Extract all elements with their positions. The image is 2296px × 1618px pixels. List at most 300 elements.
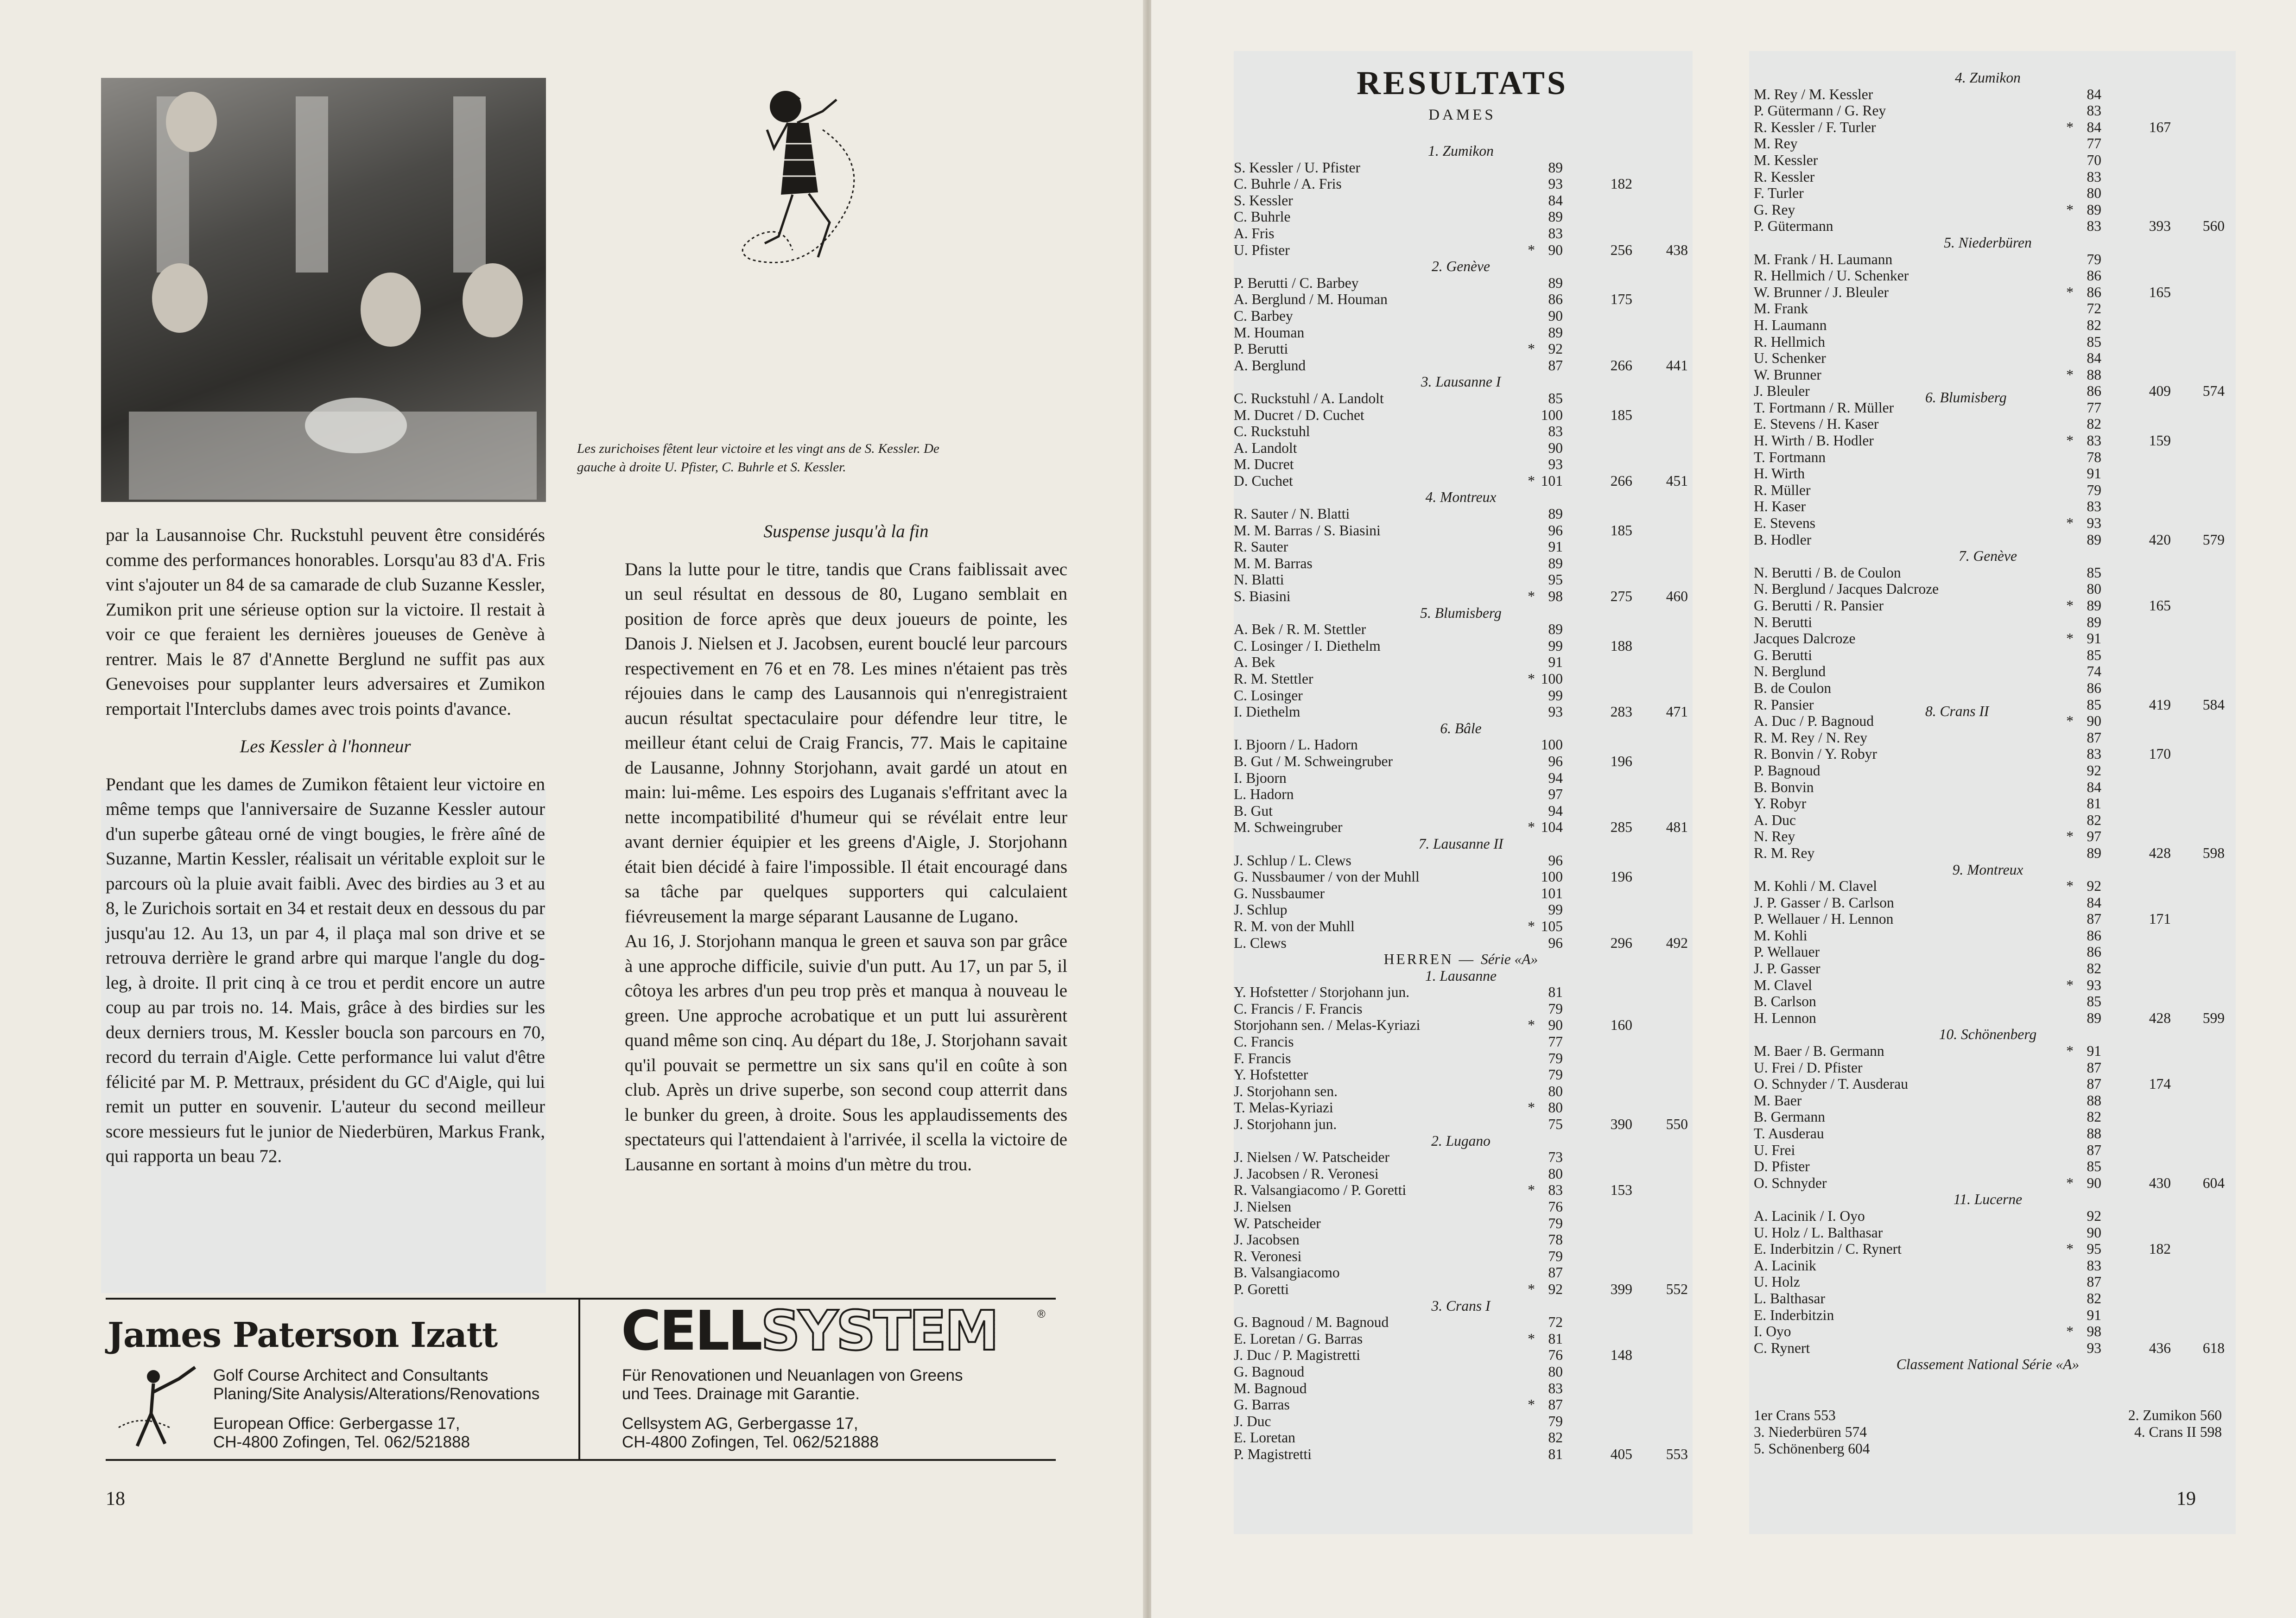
left-page	[0, 0, 1145, 1618]
player-name: E. Loretan / G. Barras	[1234, 1330, 1363, 1347]
player-name: G. Berutti	[1754, 647, 1812, 663]
player-name: J. Storjohann sen.	[1234, 1083, 1338, 1099]
player-name: C. Losinger	[1234, 687, 1303, 704]
best-score-marker: *	[1528, 918, 1535, 934]
score: 89	[1548, 506, 1563, 522]
score: 93	[2087, 1339, 2101, 1356]
team-heading: 4. Zumikon	[1955, 70, 2021, 86]
cellsystem-logo: CELLSYSTEM	[621, 1299, 997, 1363]
player-name: E. Stevens	[1754, 515, 1815, 532]
player-name: J. Duc	[1234, 1413, 1271, 1429]
player-name: J. Jacobsen / R. Veronesi	[1234, 1165, 1379, 1182]
result-row	[1234, 1429, 1688, 1446]
subtotal: 160	[1610, 1017, 1632, 1034]
score: 80	[1548, 1363, 1563, 1380]
player-name: R. M. Stettler	[1234, 671, 1313, 687]
player-name: U. Holz	[1754, 1274, 1800, 1290]
result-row	[1234, 1099, 1688, 1116]
player-name: W. Brunner	[1754, 366, 1821, 383]
score: 83	[2087, 168, 2101, 185]
player-name: A. Lacinik / I. Oyo	[1754, 1207, 1865, 1224]
ad-text-line: Golf Course Architect and Consultants	[213, 1366, 488, 1384]
subtotal: 159	[2149, 432, 2171, 449]
score: 83	[1548, 1380, 1563, 1396]
player-name: R. Kessler	[1754, 168, 1815, 185]
player-name: N. Berutti	[1754, 614, 1812, 630]
score: 79	[1548, 1248, 1563, 1264]
score: 89	[2087, 531, 2101, 548]
result-row	[1234, 1248, 1688, 1265]
score: 93	[2087, 515, 2101, 532]
result-row	[1754, 614, 2222, 631]
player-name: P. Wellauer / H. Lennon	[1754, 911, 1894, 927]
result-row	[1754, 878, 2222, 895]
score: 105	[1541, 918, 1563, 934]
score: 90	[1548, 1017, 1563, 1034]
result-row	[1754, 102, 2222, 119]
ad-rule	[106, 1459, 1056, 1461]
result-row	[1754, 597, 2222, 614]
player-name: P. Gütermann / G. Rey	[1754, 102, 1886, 119]
score: 87	[1548, 357, 1563, 374]
result-row	[1234, 1066, 1688, 1083]
subtotal: 420	[2149, 531, 2171, 548]
results-title: RESULTATS	[1357, 64, 1568, 102]
best-score-marker: *	[2066, 1174, 2074, 1191]
player-name: S. Biasini	[1234, 588, 1291, 605]
result-row	[1234, 1017, 1688, 1034]
result-row	[1234, 687, 1688, 704]
result-row	[1754, 993, 2222, 1010]
player-name: P. Goretti	[1234, 1281, 1289, 1297]
paragraph: Au 16, J. Storjohann manqua le green et sauva son par grâce à une approche difficile, suivie d'un putt. Au 17, un par 5, il côtoya les arbres d'un peu trop près et manqua à nouveau le green. Une approche acrobatique et un putt lui assurèrent quand même son cinq. Au départ du 18e, J. Storjohann savait qu'il pouvait se permettre un six sans qu'il en coûte à son club. Après un drive superbe, son second coup atterrit dans le bunker du green, à droite. Sous les applaudissements des spectateurs qui l'attendaient à l'arrivée, il scella la victoire de Lausanne en sortant à moins d'un mètre du trou.	[625, 931, 1067, 1174]
team-heading: 5. Blumisberg	[1420, 604, 1502, 621]
player-name: J. Storjohann jun.	[1234, 1116, 1337, 1133]
result-row	[1234, 819, 1688, 836]
score: 89	[1548, 324, 1563, 341]
result-row	[1754, 1060, 2222, 1076]
player-name: M. Baer / B. Germann	[1754, 1043, 1884, 1060]
result-row	[1754, 581, 2222, 597]
player-name: B. Gut / M. Schweingruber	[1234, 753, 1393, 769]
result-row	[1754, 1174, 2225, 1192]
player-name: I. Bjoorn / L. Hadorn	[1234, 736, 1358, 753]
score: 77	[2087, 399, 2101, 416]
best-score-marker: *	[2066, 1241, 2074, 1257]
player-name: C. Ruckstuhl	[1234, 423, 1310, 440]
player-name: I. Diethelm	[1234, 704, 1300, 720]
flapper-dancer-illustration	[723, 74, 890, 306]
best-score-marker: *	[1528, 671, 1535, 687]
score: 84	[2087, 350, 2101, 367]
player-name: R. Veronesi	[1234, 1248, 1302, 1264]
registered-mark: ®	[1037, 1308, 1046, 1320]
score: 87	[2087, 1059, 2101, 1076]
team-total: 552	[1666, 1281, 1688, 1297]
ranking-entry: 1er Crans 553	[1754, 1407, 1836, 1423]
best-score-marker: *	[2066, 630, 2074, 647]
player-name: U. Holz / L. Balthasar	[1754, 1224, 1883, 1241]
result-row	[1754, 284, 2222, 301]
result-row	[1234, 901, 1688, 918]
result-row	[1234, 1149, 1688, 1166]
score: 78	[2087, 449, 2101, 465]
team-total: 481	[1666, 819, 1688, 836]
ad-text-line: European Office: Gerbergasse 17,	[213, 1415, 460, 1433]
best-score-marker: *	[1528, 1099, 1535, 1116]
result-row	[1754, 334, 2222, 350]
result-row	[1754, 1109, 2222, 1125]
result-row	[1234, 456, 1688, 473]
result-row	[1754, 1274, 2222, 1290]
result-row	[1754, 498, 2222, 515]
result-row	[1754, 400, 2222, 416]
score: 81	[2087, 795, 2101, 812]
team-heading: 1. Lausanne	[1425, 967, 1497, 984]
result-row	[1754, 1290, 2222, 1307]
player-name: C. Losinger / I. Diethelm	[1234, 637, 1381, 654]
score: 100	[1541, 869, 1563, 885]
score: 100	[1541, 406, 1563, 423]
player-name: R. Kessler / F. Turler	[1754, 119, 1876, 135]
score: 75	[1548, 1116, 1563, 1133]
player-name: M. M. Barras / S. Biasini	[1234, 522, 1381, 539]
player-name: U. Frei / D. Pfister	[1754, 1059, 1863, 1076]
score: 91	[2087, 630, 2101, 647]
best-score-marker: *	[2066, 515, 2074, 532]
result-row	[1234, 308, 1688, 324]
score: 93	[1548, 456, 1563, 473]
subtotal: 153	[1610, 1182, 1632, 1199]
result-row	[1754, 1339, 2225, 1357]
team-total: 460	[1666, 588, 1688, 605]
subtotal: 182	[2149, 1241, 2171, 1257]
player-name: J. Schlup / L. Clews	[1234, 852, 1351, 869]
score: 86	[2087, 267, 2101, 284]
player-name: A. Landolt	[1234, 439, 1297, 456]
score: 97	[2087, 828, 2101, 845]
best-score-marker: *	[1528, 588, 1535, 605]
player-name: I. Bjoorn	[1234, 769, 1287, 786]
player-name: R. Pansier	[1754, 696, 1814, 713]
player-name: M. Ducret / D. Cuchet	[1234, 406, 1364, 423]
score: 77	[2087, 135, 2101, 152]
score: 80	[1548, 1099, 1563, 1116]
player-name: N. Berglund	[1754, 663, 1826, 680]
player-name: F. Francis	[1234, 1050, 1291, 1066]
player-name: C. Buhrle / A. Fris	[1234, 176, 1342, 192]
player-name: J. Duc / P. Magistretti	[1234, 1347, 1360, 1364]
result-row	[1754, 1142, 2222, 1159]
team-heading: 10. Schönenberg	[1939, 1026, 2037, 1043]
player-name: C. Rynert	[1754, 1339, 1810, 1356]
score: 81	[1548, 984, 1563, 1001]
player-name: M. Baer	[1754, 1092, 1802, 1109]
score: 78	[1548, 1231, 1563, 1248]
result-row	[1234, 324, 1688, 341]
subtotal: 266	[1610, 357, 1632, 374]
result-row	[1234, 1083, 1688, 1100]
subtotal: 430	[2149, 1174, 2171, 1191]
player-name: G. Rey	[1754, 201, 1795, 218]
player-name: J. P. Gasser	[1754, 960, 1820, 977]
score: 100	[1541, 671, 1563, 687]
score: 82	[2087, 1109, 2101, 1125]
player-name: I. Oyo	[1754, 1323, 1791, 1340]
score: 93	[2087, 977, 2101, 993]
score: 83	[1548, 225, 1563, 241]
subtotal: 275	[1610, 588, 1632, 605]
final-ranking	[1754, 1407, 2222, 1458]
result-row	[1234, 1396, 1688, 1413]
player-name: H. Laumann	[1754, 317, 1827, 333]
subheading: Les Kessler à l'honneur	[240, 736, 411, 756]
result-row	[1234, 1050, 1688, 1067]
player-name: L. Balthasar	[1754, 1290, 1825, 1307]
subtotal: 167	[2149, 119, 2171, 135]
score: 85	[1548, 390, 1563, 406]
ranking-entry: 5. Schönenberg 604	[1754, 1440, 1870, 1457]
result-row	[1754, 944, 2222, 960]
result-row	[1234, 1116, 1688, 1133]
result-row	[1754, 1076, 2222, 1092]
result-row	[1754, 185, 2222, 202]
subtotal: 185	[1610, 406, 1632, 423]
score: 92	[1548, 341, 1563, 357]
player-name: B. Hodler	[1754, 531, 1812, 548]
player-name: E. Inderbitzin	[1754, 1307, 1834, 1323]
result-row	[1754, 960, 2222, 977]
result-row	[1234, 753, 1688, 770]
team-total: 441	[1666, 357, 1688, 374]
player-name: U. Schenker	[1754, 350, 1826, 367]
player-name: R. Müller	[1754, 482, 1811, 498]
subtotal: 393	[2149, 218, 2171, 235]
player-name: M. Frank / H. Laumann	[1754, 251, 1893, 267]
subtotal: 170	[2149, 746, 2171, 762]
best-score-marker: *	[1528, 1017, 1535, 1034]
score: 83	[1548, 1182, 1563, 1199]
score: 87	[1548, 1264, 1563, 1281]
result-row	[1234, 192, 1688, 209]
subtotal: 182	[1610, 176, 1632, 192]
subtotal: 285	[1610, 819, 1632, 836]
ad-text-line: CH-4800 Zofingen, Tel. 062/521888	[622, 1433, 879, 1451]
subheading: Suspense jusqu'à la fin	[763, 521, 929, 541]
score: 80	[1548, 1165, 1563, 1182]
score: 90	[2087, 1224, 2101, 1241]
result-row	[1754, 515, 2222, 532]
results-column-left	[1234, 143, 1688, 1463]
player-name: R. M. Rey	[1754, 844, 1815, 861]
score: 92	[2087, 1207, 2101, 1224]
result-row	[1234, 1034, 1688, 1050]
result-row	[1754, 169, 2222, 185]
ranking-entry: 4. Crans II 598	[2134, 1424, 2222, 1440]
paragraph: par la Lausannoise Chr. Ruckstuhl peuvent être considérés comme des performances honorables. Lorsqu'au 83 d'A. Fris vint s'ajouter un 84 de sa camarade de club Suzanne Kessler, Zumikon prit une sérieuse option sur la victoire. Il restait à voir ce que feraient les dernières joueuses de Genève à rentrer. Mais le 87 d'Annette Berglund ne suffit pas aux Genevoises pour supplanter leurs adversaires et Zumikon remportait l'Interclubs dames avec trois points d'avance.	[106, 525, 545, 719]
team-heading: 2. Genève	[1432, 258, 1490, 275]
player-name: A. Bek / R. M. Stettler	[1234, 621, 1366, 638]
player-name: P. Wellauer	[1754, 944, 1820, 960]
result-row	[1234, 1446, 1688, 1463]
player-name: M. Rey / M. Kessler	[1754, 86, 1873, 102]
result-row	[1234, 1166, 1688, 1182]
result-row	[1234, 176, 1688, 192]
score: 79	[2087, 251, 2101, 267]
score: 82	[1548, 1429, 1563, 1446]
subtotal: 188	[1610, 637, 1632, 654]
player-name: G. Barras	[1234, 1396, 1290, 1413]
ranking-entry: 2. Zumikon 560	[2128, 1407, 2222, 1423]
result-row	[1754, 828, 2222, 845]
score: 84	[1548, 192, 1563, 209]
best-score-marker: *	[2066, 201, 2074, 218]
player-name: F. Turler	[1754, 185, 1804, 202]
player-name: B. Bonvin	[1754, 779, 1814, 795]
team-heading: 4. Montreux	[1425, 489, 1497, 506]
result-row	[1234, 935, 1688, 952]
score: 90	[2087, 713, 2101, 730]
result-row	[1234, 390, 1688, 407]
ad-text-line: und Tees. Drainage mit Garantie.	[622, 1385, 860, 1403]
player-name: Y. Hofstetter / Storjohann jun.	[1234, 984, 1410, 1001]
best-score-marker: *	[2066, 597, 2074, 614]
score: 82	[2087, 812, 2101, 828]
score: 104	[1541, 819, 1563, 836]
score: 76	[1548, 1199, 1563, 1215]
subtotal: 428	[2149, 1009, 2171, 1026]
score: 80	[2087, 581, 2101, 597]
team-total: 574	[2202, 383, 2225, 400]
score: 85	[2087, 333, 2101, 350]
score: 72	[1548, 1314, 1563, 1331]
result-row	[1234, 275, 1688, 292]
score: 91	[1548, 654, 1563, 671]
score: 86	[2087, 927, 2101, 944]
score: 89	[1548, 209, 1563, 225]
player-name: T. Ausderau	[1754, 1125, 1824, 1142]
player-name: R. Hellmich	[1754, 333, 1825, 350]
score: 84	[2087, 894, 2101, 911]
player-name: N. Berglund / Jacques Dalcroze	[1754, 581, 1939, 597]
result-row	[1754, 218, 2225, 235]
player-name: G. Bagnoud	[1234, 1363, 1305, 1380]
score: 99	[1548, 687, 1563, 704]
subtotal: 256	[1610, 241, 1632, 258]
player-name: E. Loretan	[1234, 1429, 1295, 1446]
score: 82	[2087, 1290, 2101, 1307]
ad-text-line: Für Renovationen und Neuanlagen von Greens	[622, 1366, 963, 1384]
score: 96	[1548, 934, 1563, 951]
team-heading: 7. Genève	[1959, 548, 2017, 565]
score: 87	[2087, 911, 2101, 927]
score: 83	[2087, 432, 2101, 449]
score: 94	[1548, 769, 1563, 786]
score: 79	[1548, 1413, 1563, 1429]
result-row	[1754, 531, 2225, 548]
player-name: S. Kessler / U. Pfister	[1234, 159, 1360, 176]
score: 81	[1548, 1446, 1563, 1462]
result-row	[1234, 671, 1688, 687]
best-score-marker: *	[2066, 878, 2074, 895]
score: 96	[1548, 852, 1563, 869]
subtotal: 175	[1610, 291, 1632, 308]
score: 89	[1548, 555, 1563, 571]
subtotal: 174	[2149, 1076, 2171, 1092]
section-heading	[1234, 951, 1688, 968]
player-name: G. Berutti / R. Pansier	[1754, 597, 1884, 614]
player-name: A. Duc / P. Bagnoud	[1754, 713, 1874, 730]
score: 92	[1548, 1281, 1563, 1297]
result-row	[1754, 1225, 2222, 1241]
player-name: E. Inderbitzin / C. Rynert	[1754, 1241, 1902, 1257]
best-score-marker: *	[2066, 119, 2074, 135]
result-row	[1234, 1264, 1688, 1281]
score: 96	[1548, 753, 1563, 769]
team-total: 604	[2202, 1174, 2225, 1191]
score: 99	[1548, 637, 1563, 654]
team-total: 553	[1666, 1446, 1688, 1462]
result-row	[1234, 1215, 1688, 1232]
player-name: M. Kessler	[1754, 152, 1818, 168]
result-row	[1754, 1208, 2222, 1225]
player-name: M. Schweingruber	[1234, 819, 1343, 836]
result-row	[1754, 482, 2222, 499]
player-name: B. Gut	[1234, 802, 1273, 819]
score: 86	[2087, 944, 2101, 960]
player-name: R. Valsangiacomo / P. Goretti	[1234, 1182, 1407, 1199]
result-row	[1234, 704, 1688, 720]
best-score-marker: *	[1528, 819, 1535, 836]
team-heading: 3. Crans I	[1431, 1297, 1490, 1314]
score: 93	[1548, 176, 1563, 192]
player-name: B. Valsangiacomo	[1234, 1264, 1340, 1281]
result-row	[1754, 911, 2222, 927]
result-row	[1234, 506, 1688, 522]
score: 89	[2087, 597, 2101, 614]
score: 96	[1548, 522, 1563, 539]
team-heading: 1. Zumikon	[1428, 143, 1494, 159]
result-row	[1234, 225, 1688, 242]
player-name: M. Houman	[1234, 324, 1305, 341]
player-name: T. Fortmann / R. Müller	[1754, 399, 1894, 416]
result-row	[1754, 350, 2222, 367]
player-name: R. Sauter	[1234, 539, 1288, 555]
score: 70	[2087, 152, 2101, 168]
result-row	[1234, 588, 1688, 605]
team-total: 492	[1666, 934, 1688, 951]
score: 83	[2087, 746, 2101, 762]
player-name: G. Nussbaumer	[1234, 885, 1325, 901]
player-name: Y. Hofstetter	[1234, 1066, 1308, 1083]
player-name: C. Buhrle	[1234, 209, 1291, 225]
player-name: B. Germann	[1754, 1109, 1825, 1125]
result-row	[1234, 918, 1688, 935]
result-row	[1234, 473, 1688, 489]
player-name: M. Kohli	[1754, 927, 1808, 944]
result-row	[1754, 779, 2222, 796]
result-row	[1234, 423, 1688, 440]
subtotal: 165	[2149, 597, 2171, 614]
subtotal: 171	[2149, 911, 2171, 927]
player-name: C. Francis	[1234, 1034, 1294, 1050]
page-number: 19	[2176, 1488, 2196, 1510]
score: 90	[1548, 307, 1563, 324]
result-row	[1234, 571, 1688, 588]
result-row	[1234, 357, 1688, 374]
best-score-marker: *	[1528, 1330, 1535, 1347]
player-name: Jacques Dalcroze	[1754, 630, 1856, 647]
